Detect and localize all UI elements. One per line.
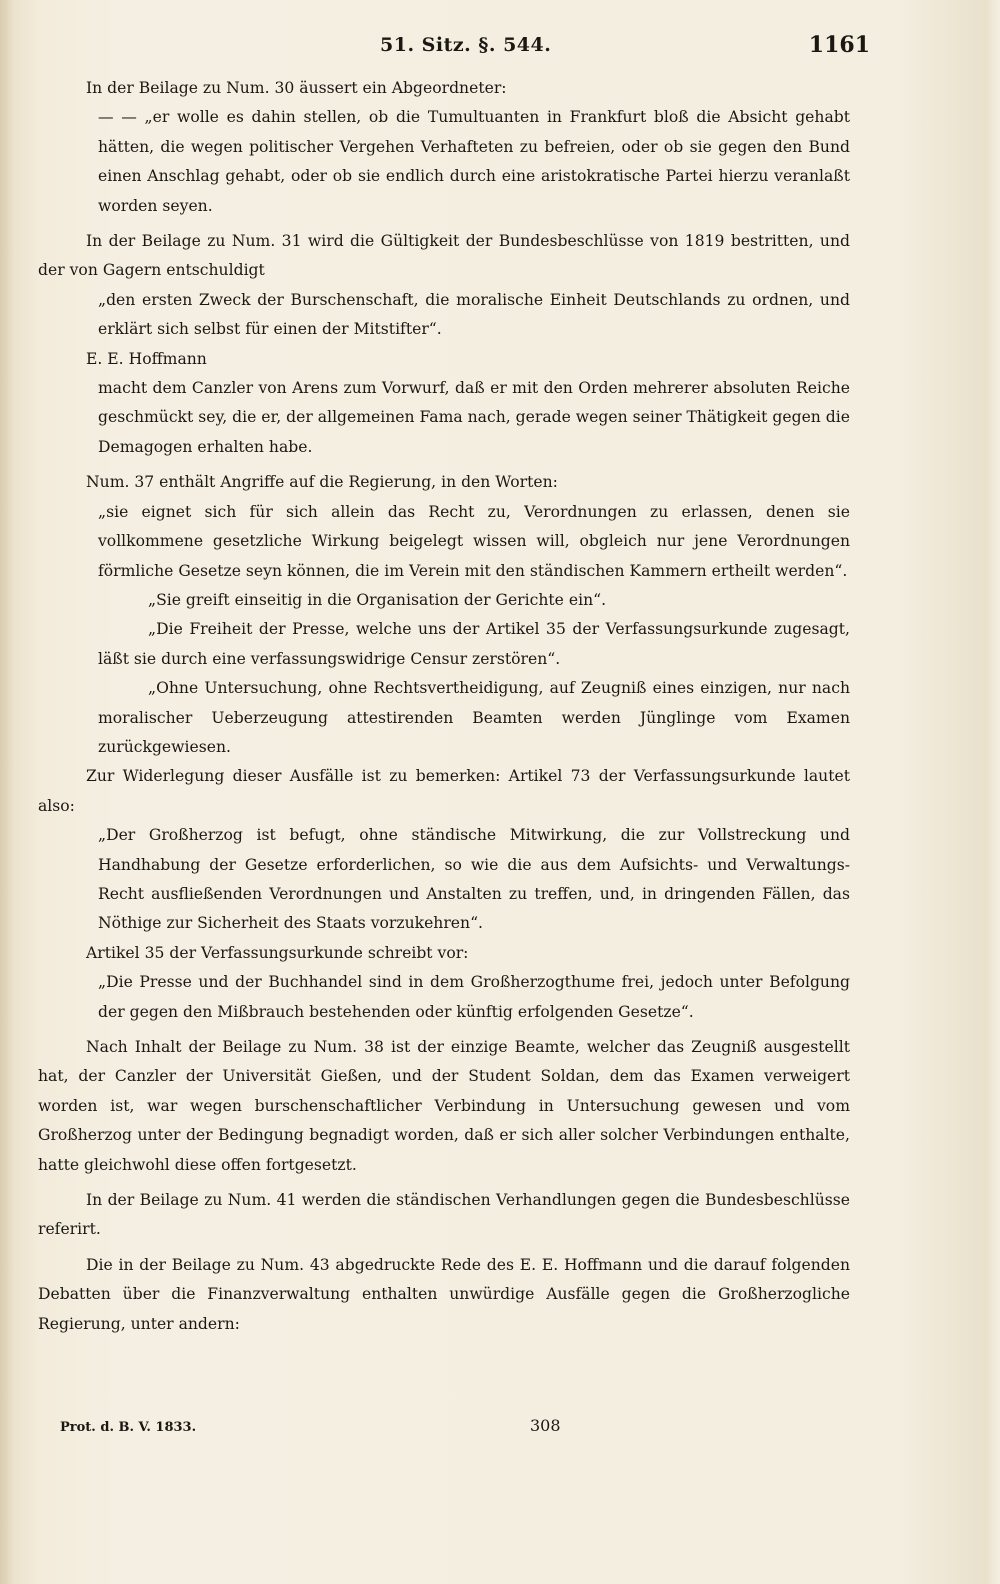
running-title: 51. Sitz. §. 544.	[380, 34, 552, 56]
page-footer	[60, 1414, 850, 1442]
page-number: 1161	[808, 32, 870, 58]
quote-paragraph: „den ersten Zweck der Burschenschaft, die moralische Einheit Deutschlands zu ordnen, und erklärt sich selbst für einen der Mitstifter“.	[98, 290, 850, 339]
sheet-number: 308	[530, 1416, 561, 1435]
quote-paragraph: „Ohne Untersuchung, ohne Rechtsvertheidigung, auf Zeugniß eines einzigen, nur nach moralischer Ueberzeugung attestirenden Beamten werden Jünglinge vom Examen zurückgewiesen.	[98, 679, 850, 756]
paragraph: In der Beilage zu Num. 41 werden die ständischen Verhandlungen gegen die Bundesbeschlüsse referirt.	[38, 1191, 850, 1239]
signature-mark: Prot. d. B. V. 1833.	[60, 1420, 197, 1435]
quote-paragraph: — — „er wolle es dahin stellen, ob die Tumultuanten in Frankfurt bloß die Absicht gehabt hätten, die wegen politischer Vergehen Verhafteten zu befreien, oder ob sie gegen den Bund einen Anschlag gehabt, oder ob sie endlich durch eine aristokratische Partei hierzu veranlaßt worden seyen.	[98, 108, 850, 215]
paragraph: Zur Widerlegung dieser Ausfälle ist zu bemerken: Artikel 73 der Verfassungsurkunde lautet also:	[38, 767, 850, 815]
quote-paragraph: „Die Presse und der Buchhandel sind in dem Großherzogthume frei, jedoch unter Befolgung der gegen den Mißbrauch bestehenden oder künftig erfolgenden Gesetze“.	[98, 973, 850, 1021]
paragraph: In der Beilage zu Num. 30 äussert ein Abgeordneter:	[86, 79, 507, 97]
paragraph: Artikel 35 der Verfassungsurkunde schreibt vor:	[86, 943, 469, 962]
quote-paragraph: „Der Großherzog ist befugt, ohne ständische Mitwirkung, die zur Vollstreckung und Handhabung der Gesetze erforderlichen, so wie die aus dem Aufsichts- und Verwaltungs-Recht ausfließenden Verordnungen und Anstalten zu treffen, und, in dringenden Fällen, das Nöthige zur Sicherheit des Staats vorzukehren“.	[98, 826, 850, 933]
quote-paragraph: „Die Freiheit der Presse, welche uns der Artikel 35 der Verfassungsurkunde zugesagt, läßt sie durch eine verfassungswidrige Censur zerstören“.	[98, 620, 850, 668]
paragraph: Num. 37 enthält Angriffe auf die Regierung, in den Worten:	[86, 473, 558, 492]
speaker-name: E. E. Hoffmann	[86, 349, 207, 368]
paragraph: In der Beilage zu Num. 31 wird die Gültigkeit der Bundesbeschlüsse von 1819 bestritten, und der von Gagern entschuldigt	[38, 232, 850, 280]
quote-paragraph: macht dem Canzler von Arens zum Vorwurf, daß er mit den Orden mehrerer absoluten Reiche geschmückt sey, die er, der allgemeinen Fama nach, gerade wegen seiner Thätigkeit gegen die Demagogen erhalten habe.	[98, 379, 850, 456]
page-header	[40, 30, 870, 66]
paragraph: Die in der Beilage zu Num. 43 abgedruckte Rede des E. E. Hoffmann und die darauf folgenden Debatten über die Finanzverwaltung enthalten unwürdige Ausfälle gegen die Großherzogliche Regierung, unter andern:	[38, 1255, 850, 1333]
quote-paragraph: „Sie greift einseitig in die Organisation der Gerichte ein“.	[148, 590, 607, 609]
quote-paragraph: „sie eignet sich für sich allein das Recht zu, Verordnungen zu erlassen, denen sie vollkommene gesetzliche Wirkung beigelegt wissen will, obgleich nur jene Verordnungen förmliche Gesetze seyn können, die im Verein mit den ständischen Kammern ertheilt werden“.	[98, 502, 850, 580]
page-body	[38, 74, 850, 1339]
paragraph: Nach Inhalt der Beilage zu Num. 38 ist der einzige Beamte, welcher das Zeugniß ausgestellt hat, der Canzler der Universität Gießen, und der Student Soldan, dem das Examen verweigert worden ist, war wegen burschenschaftlicher Verbindung in Untersuchung gewesen und vom Großherzog unter der Bedingung begnadigt worden, daß er sich aller solcher Verbindungen enthalte, hatte gleichwohl diese offen fortgesetzt.	[38, 1038, 850, 1174]
